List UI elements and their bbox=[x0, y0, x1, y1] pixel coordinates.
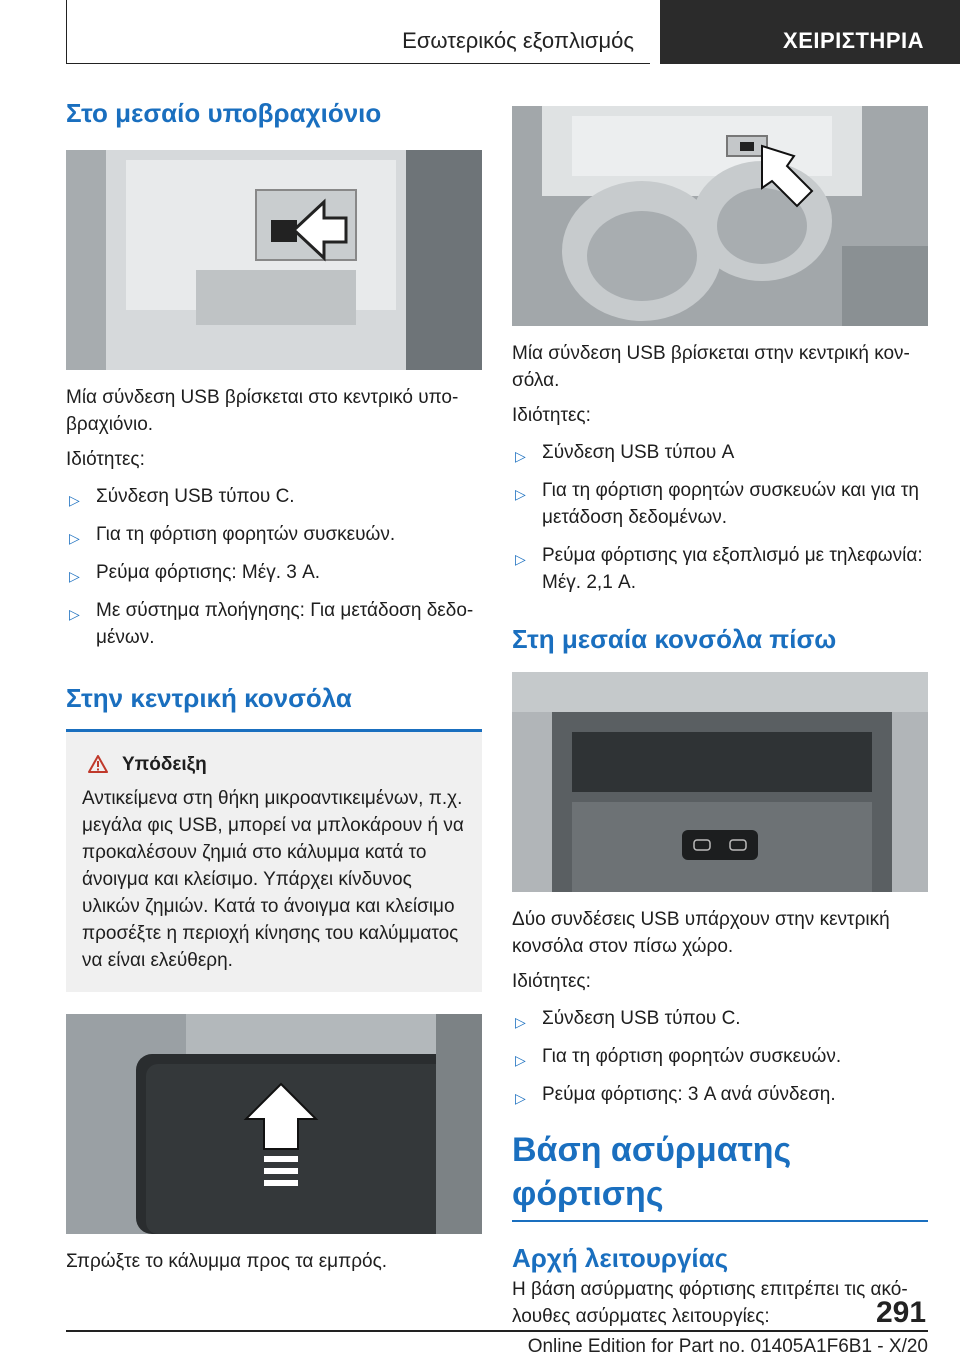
bullet-triangle-icon: ▷ bbox=[69, 530, 80, 546]
intro-paragraph: Η βάση ασύρματης φόρτισης επιτρέπει τις ακό-λουθες ασύρματες λειτουργίες: bbox=[512, 1278, 908, 1327]
list-item: ▷ Σύνδεση USB τύπου C. bbox=[66, 483, 482, 510]
bullet-list-center-console bbox=[512, 439, 928, 596]
list-item: ▷ Ρεύμα φόρτισης: 3 A ανά σύνδεση. bbox=[512, 1081, 928, 1108]
section-heading-armrest: Στο μεσαίο υποβραχιόνιο bbox=[66, 98, 382, 128]
footer-edition: Online Edition for Part no. 01405A1F6B1 - X/20 bbox=[527, 1336, 928, 1357]
bullet-triangle-icon: ▷ bbox=[69, 492, 80, 508]
list-item: ▷ Ρεύμα φόρτισης για εξοπλισμό με τηλεφωνία: Μέγ. 2,1 A. bbox=[515, 545, 923, 593]
note-title: Υπόδειξη bbox=[122, 754, 207, 775]
bullet-triangle-icon: ▷ bbox=[515, 1014, 526, 1030]
chapter-rule bbox=[512, 1220, 928, 1222]
properties-label: Ιδιότητες: bbox=[512, 405, 591, 426]
bullet-triangle-icon: ▷ bbox=[69, 568, 80, 584]
sub-heading-principle: Αρχή λειτουργίας bbox=[512, 1242, 729, 1273]
photo-center-console-usb bbox=[512, 106, 928, 326]
list-item: ▷ Για τη φόρτιση φορητών συσκευών και για τη μετάδοση δεδομένων. bbox=[515, 480, 919, 528]
footer-rule bbox=[66, 1330, 928, 1332]
note-box bbox=[66, 732, 482, 992]
caption-center-console: Μία σύνδεση USB βρίσκεται στην κεντρική κον-σόλα. bbox=[512, 343, 910, 391]
list-item: ▷ Σύνδεση USB τύπου C. bbox=[512, 1005, 928, 1032]
note-text: Αντικείμενα στη θήκη μικροαντικειμένων, π.χ. μεγάλα φις USB, μπορεί να μπλοκάρουν ή να προκαλέσουν ζημιά στο κάλυμμα κατά το άνοιγμα και κλείσιμο. Υπάρχει κίνδυνος υλικών ζημιών. Κατά το άνοιγμα και κλείσιμο προσέξτε η περιοχή κίνησης του καλύμματος να είναι ελεύθερη. bbox=[82, 788, 464, 971]
photo-cover-push bbox=[66, 1014, 482, 1234]
photo-rear-console-usb bbox=[512, 672, 928, 892]
list-item: ▷ Για τη φόρτιση φορητών συσκευών. bbox=[66, 521, 482, 548]
bullet-triangle-icon: ▷ bbox=[515, 1090, 526, 1106]
properties-label: Ιδιότητες: bbox=[66, 449, 145, 470]
bullet-triangle-icon: ▷ bbox=[515, 486, 526, 502]
list-item: ▷ Για τη φόρτιση φορητών συσκευών. bbox=[512, 1043, 928, 1070]
caption-cover: Σπρώξτε το κάλυμμα προς τα εμπρός. bbox=[66, 1251, 388, 1272]
list-item: ▷ Σύνδεση USB τύπου A bbox=[512, 439, 928, 466]
header-section-box bbox=[66, 0, 650, 64]
caption-rear-console: Δύο συνδέσεις USB υπάρχουν στην κεντρική κονσόλα στον πίσω χώρο. bbox=[512, 909, 890, 957]
bullet-list-rear-console bbox=[512, 1005, 928, 1108]
list-item: ▷ Με σύστημα πλοήγησης: Για μετάδοση δεδο-μένων. bbox=[69, 600, 474, 648]
header-section-title: Εσωτερικός εξοπλισμός bbox=[402, 28, 634, 53]
chapter-heading-wireless-charging: Βάση ασύρματης φόρτισης bbox=[512, 1131, 792, 1213]
section-heading-rear-console: Στη μεσαία κονσόλα πίσω bbox=[512, 624, 837, 654]
bullet-triangle-icon: ▷ bbox=[515, 551, 526, 567]
header-chapter-title: ΧΕΙΡΙΣΤΗΡΙΑ bbox=[783, 28, 924, 53]
bullet-triangle-icon: ▷ bbox=[515, 448, 526, 464]
caption-armrest: Μία σύνδεση USB βρίσκεται στο κεντρικό υπο-βραχιόνιο. bbox=[66, 387, 459, 435]
page-number: 291 bbox=[876, 1296, 927, 1329]
section-heading-center-console: Στην κεντρική κονσόλα bbox=[66, 683, 352, 713]
right-column bbox=[512, 106, 928, 1330]
photo-armrest-usb bbox=[66, 150, 482, 370]
bullet-triangle-icon: ▷ bbox=[69, 606, 80, 622]
bullet-triangle-icon: ▷ bbox=[515, 1052, 526, 1068]
bullet-list-armrest bbox=[66, 483, 482, 651]
warning-icon bbox=[88, 755, 108, 781]
left-column bbox=[66, 96, 482, 1275]
list-item: ▷ Ρεύμα φόρτισης: Μέγ. 3 A. bbox=[66, 559, 482, 586]
properties-label: Ιδιότητες: bbox=[512, 971, 591, 992]
header-chapter-tab bbox=[660, 0, 960, 64]
